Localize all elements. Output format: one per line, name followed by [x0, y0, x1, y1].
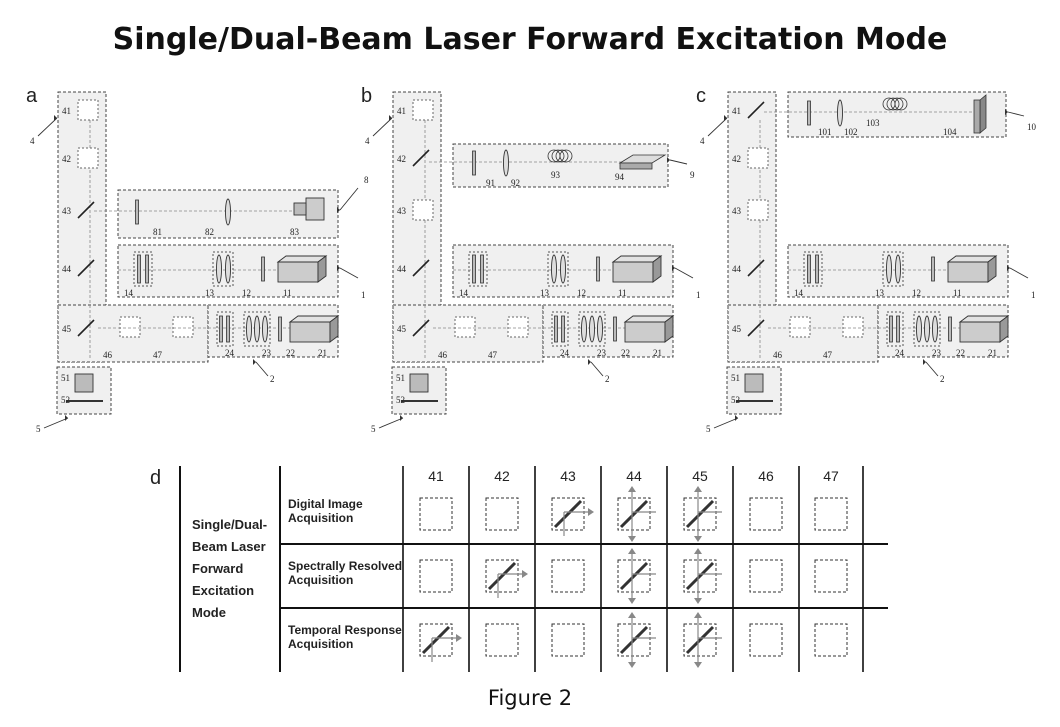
cell-43-empty [552, 560, 584, 592]
cell-46-empty [750, 560, 782, 592]
label-system-1: 1 [1031, 290, 1036, 300]
plate-14b [816, 255, 819, 283]
mode-label-line: Beam Laser [192, 539, 266, 554]
row-label-line: Acquisition [288, 573, 354, 587]
panel-b [361, 85, 701, 434]
slot-43 [748, 200, 768, 220]
plate-81 [136, 200, 139, 224]
label-det-camera: 51 [61, 373, 70, 383]
label-module-42: 42 [62, 154, 71, 164]
lens-23b [925, 316, 930, 342]
slot-42 [748, 148, 768, 168]
label-11: 11 [953, 288, 962, 298]
lens-13a [887, 255, 892, 283]
slot-41 [78, 100, 98, 120]
label-101: 101 [818, 127, 832, 137]
leader-4 [708, 115, 727, 136]
slot-47 [173, 317, 193, 337]
lens-23a [247, 316, 252, 342]
lens-23b [590, 316, 595, 342]
laser-line-2 [543, 305, 673, 384]
column-header-41: 41 [428, 468, 444, 484]
mode-label-line: Single/Dual- [192, 517, 268, 532]
label-14: 14 [459, 288, 468, 298]
laser-11 [948, 256, 996, 282]
panel-c [696, 85, 1037, 434]
label-module-46: 46 [773, 350, 782, 360]
label-12: 12 [912, 288, 921, 298]
cell-46-empty [750, 624, 782, 656]
plate-14a [808, 255, 811, 283]
camera [410, 374, 428, 392]
label-module-45: 45 [397, 324, 406, 334]
arrow-down [628, 536, 636, 542]
label-system-5: 5 [36, 424, 41, 434]
cell-slot [420, 560, 452, 592]
leader-1 [672, 265, 693, 278]
plate-24a [555, 316, 558, 342]
lens-92 [504, 150, 509, 176]
camera [745, 374, 763, 392]
label-11: 11 [283, 288, 292, 298]
row-label-line: Temporal Response [288, 623, 402, 637]
plate-12 [932, 257, 935, 281]
label-103: 103 [866, 118, 880, 128]
lens-23c [598, 316, 603, 342]
label-det-stage: 52 [396, 395, 405, 405]
table-row [288, 486, 847, 542]
laser-11 [278, 256, 326, 282]
label-module-47: 47 [488, 350, 497, 360]
plate-22 [949, 317, 952, 341]
label-11: 11 [618, 288, 627, 298]
row-label-line: Digital Image [288, 497, 363, 511]
plate-24b [897, 316, 900, 342]
label-104: 104 [943, 127, 957, 137]
laser-line-1 [118, 245, 366, 300]
label-module-47: 47 [823, 350, 832, 360]
leader-4 [38, 115, 57, 136]
label-module-45: 45 [732, 324, 741, 334]
lens-102 [838, 100, 843, 126]
plate-14b [146, 255, 149, 283]
plate-14a [473, 255, 476, 283]
label-83: 83 [290, 227, 299, 237]
plate-91 [473, 151, 476, 175]
detector-unit [57, 367, 111, 414]
laser-21 [960, 316, 1008, 342]
cell-slot [552, 624, 584, 656]
slot-46 [120, 317, 140, 337]
label-23: 23 [262, 348, 271, 358]
arrow-up [694, 486, 702, 492]
cell-41-empty [420, 498, 452, 530]
cell-45-mirror-ud [684, 548, 722, 604]
cell-slot [552, 560, 584, 592]
leader-2 [923, 359, 938, 376]
label-module-46: 46 [103, 350, 112, 360]
mode-label-line: Excitation [192, 583, 255, 598]
label-system-1: 1 [696, 290, 701, 300]
slot-43 [413, 200, 433, 220]
mode-label-line: Mode [192, 605, 226, 620]
detector-unit [392, 367, 446, 414]
label-14: 14 [794, 288, 803, 298]
label-system-4: 4 [30, 136, 35, 146]
cell-slot [750, 624, 782, 656]
label-module-41: 41 [62, 106, 71, 116]
label-22: 22 [286, 348, 295, 358]
leader-9 [667, 157, 687, 164]
lens-13b [561, 255, 566, 283]
lens-23c [263, 316, 268, 342]
lens-23a [582, 316, 587, 342]
plate-14b [481, 255, 484, 283]
cell-slot [486, 498, 518, 530]
slot-46 [455, 317, 475, 337]
label-module-44: 44 [397, 264, 406, 274]
cell-slot [750, 498, 782, 530]
label-det-camera: 51 [731, 373, 740, 383]
label-92: 92 [511, 178, 520, 188]
cell-slot [420, 498, 452, 530]
leader-5 [379, 415, 403, 428]
figure-caption: Figure 2 [487, 686, 573, 710]
leader-5 [44, 415, 68, 428]
arrow-up [694, 612, 702, 618]
panel-label-b: b [361, 85, 373, 107]
lens-13b [226, 255, 231, 283]
column-header-44: 44 [626, 468, 642, 484]
cell-43-empty [552, 624, 584, 656]
label-det-stage: 52 [61, 395, 70, 405]
arrow-right [588, 508, 594, 516]
lens-13b [896, 255, 901, 283]
plate-24a [220, 316, 223, 342]
label-system-4: 4 [700, 136, 705, 146]
column-header-42: 42 [494, 468, 510, 484]
detector-104 [974, 95, 986, 133]
label-91: 91 [486, 178, 495, 188]
label-module-43: 43 [732, 206, 741, 216]
column-header-43: 43 [560, 468, 576, 484]
arrow-down [628, 662, 636, 668]
label-det-camera: 51 [396, 373, 405, 383]
label-system-8: 8 [364, 175, 369, 185]
label-81: 81 [153, 227, 162, 237]
column-header-47: 47 [823, 468, 839, 484]
plate-24b [227, 316, 230, 342]
panel-label-d: d [150, 467, 162, 489]
label-module-41: 41 [732, 106, 741, 116]
laser-21 [290, 316, 338, 342]
laser-line-2 [878, 305, 1008, 384]
cell-43-mirror-r [552, 498, 594, 536]
label-system-2: 2 [940, 374, 945, 384]
leader-1 [337, 265, 358, 278]
leader-2 [588, 359, 603, 376]
plate-24b [562, 316, 565, 342]
row-label-line: Spectrally Resolved [288, 559, 403, 573]
table-row [288, 612, 847, 668]
label-12: 12 [577, 288, 586, 298]
label-module-44: 44 [732, 264, 741, 274]
label-module-47: 47 [153, 350, 162, 360]
leader-1 [1007, 265, 1028, 278]
label-system-10: 10 [1027, 122, 1036, 132]
label-module-43: 43 [62, 206, 71, 216]
label-module-43: 43 [397, 206, 406, 216]
label-module-42: 42 [397, 154, 406, 164]
arrow-down [694, 598, 702, 604]
lens-23b [255, 316, 260, 342]
label-94: 94 [615, 172, 624, 182]
leader-10 [1005, 109, 1024, 116]
column-header-46: 46 [758, 468, 774, 484]
plate-14a [138, 255, 141, 283]
mode-table [150, 466, 888, 672]
mode-label [192, 517, 267, 620]
slot-46 [790, 317, 810, 337]
laser-line-1 [453, 245, 701, 300]
arrow-up [628, 548, 636, 554]
table-row [288, 548, 847, 604]
cell-41-mirror-r [420, 624, 462, 662]
panel-label-c: c [696, 85, 706, 107]
label-det-stage: 52 [731, 395, 740, 405]
row-label-line: Acquisition [288, 511, 354, 525]
label-system-2: 2 [270, 374, 275, 384]
plate-12 [597, 257, 600, 281]
leader-4 [373, 115, 392, 136]
laser-21 [625, 316, 673, 342]
label-module-41: 41 [397, 106, 406, 116]
label-102: 102 [844, 127, 858, 137]
arrow-right [522, 570, 528, 578]
cell-slot [815, 624, 847, 656]
label-13: 13 [205, 288, 214, 298]
label-14: 14 [124, 288, 133, 298]
plate-22 [279, 317, 282, 341]
label-24: 24 [225, 348, 234, 358]
figure-title: Single/Dual-Beam Laser Forward Excitation Mode [112, 22, 948, 57]
arrow-down [694, 536, 702, 542]
label-system-4: 4 [365, 136, 370, 146]
arrow-right [456, 634, 462, 642]
slot-47 [508, 317, 528, 337]
slot-41 [413, 100, 433, 120]
cell-41-empty [420, 560, 452, 592]
cell-slot [815, 498, 847, 530]
label-system-5: 5 [706, 424, 711, 434]
camera [75, 374, 93, 392]
cell-44-mirror-ud [618, 486, 656, 542]
label-system-1: 1 [361, 290, 366, 300]
label-module-46: 46 [438, 350, 447, 360]
label-system-5: 5 [371, 424, 376, 434]
label-system-2: 2 [605, 374, 610, 384]
cell-46-empty [750, 498, 782, 530]
top-module [429, 144, 695, 188]
panel-a [26, 85, 369, 434]
arrow-up [694, 548, 702, 554]
top-module [94, 175, 369, 238]
label-22: 22 [956, 348, 965, 358]
cell-47-empty [815, 498, 847, 530]
arrow-up [628, 486, 636, 492]
top-module [764, 92, 1037, 137]
cell-47-empty [815, 560, 847, 592]
cell-45-mirror-ud [684, 612, 722, 668]
label-22: 22 [621, 348, 630, 358]
cell-44-mirror-ud [618, 612, 656, 668]
label-82: 82 [205, 227, 214, 237]
label-21: 21 [318, 348, 327, 358]
cell-44-mirror-ud [618, 548, 656, 604]
cell-45-mirror-ud [684, 486, 722, 542]
label-module-44: 44 [62, 264, 71, 274]
cell-slot [486, 624, 518, 656]
label-23: 23 [932, 348, 941, 358]
leader-8 [337, 188, 358, 213]
lens-23c [933, 316, 938, 342]
label-24: 24 [895, 348, 904, 358]
label-13: 13 [540, 288, 549, 298]
cell-42-mirror-r [486, 560, 528, 598]
plate-12 [262, 257, 265, 281]
lens-13a [217, 255, 222, 283]
laser-line-1 [788, 245, 1036, 300]
laser-11 [613, 256, 661, 282]
cell-42-empty [486, 498, 518, 530]
label-12: 12 [242, 288, 251, 298]
label-24: 24 [560, 348, 569, 358]
label-21: 21 [988, 348, 997, 358]
cell-47-empty [815, 624, 847, 656]
lens-23a [917, 316, 922, 342]
leader-5 [714, 415, 738, 428]
plate-24a [890, 316, 893, 342]
arrow-up [628, 612, 636, 618]
plate-22 [614, 317, 617, 341]
label-module-45: 45 [62, 324, 71, 334]
plate-101 [808, 101, 811, 125]
label-23: 23 [597, 348, 606, 358]
detector-unit [727, 367, 781, 414]
cell-slot [815, 560, 847, 592]
label-13: 13 [875, 288, 884, 298]
label-21: 21 [653, 348, 662, 358]
row-label-line: Acquisition [288, 637, 354, 651]
cell-42-empty [486, 624, 518, 656]
slot-47 [843, 317, 863, 337]
panel-label-a: a [26, 85, 38, 107]
label-93: 93 [551, 170, 560, 180]
lens-13a [552, 255, 557, 283]
leader-2 [253, 359, 268, 376]
column-header-45: 45 [692, 468, 708, 484]
laser-line-2 [208, 305, 338, 384]
lens-82 [226, 199, 231, 225]
label-module-42: 42 [732, 154, 741, 164]
arrow-down [694, 662, 702, 668]
slot-42 [78, 148, 98, 168]
mode-label-line: Forward [192, 561, 244, 576]
label-system-9: 9 [690, 170, 695, 180]
arrow-down [628, 598, 636, 604]
cell-slot [750, 560, 782, 592]
